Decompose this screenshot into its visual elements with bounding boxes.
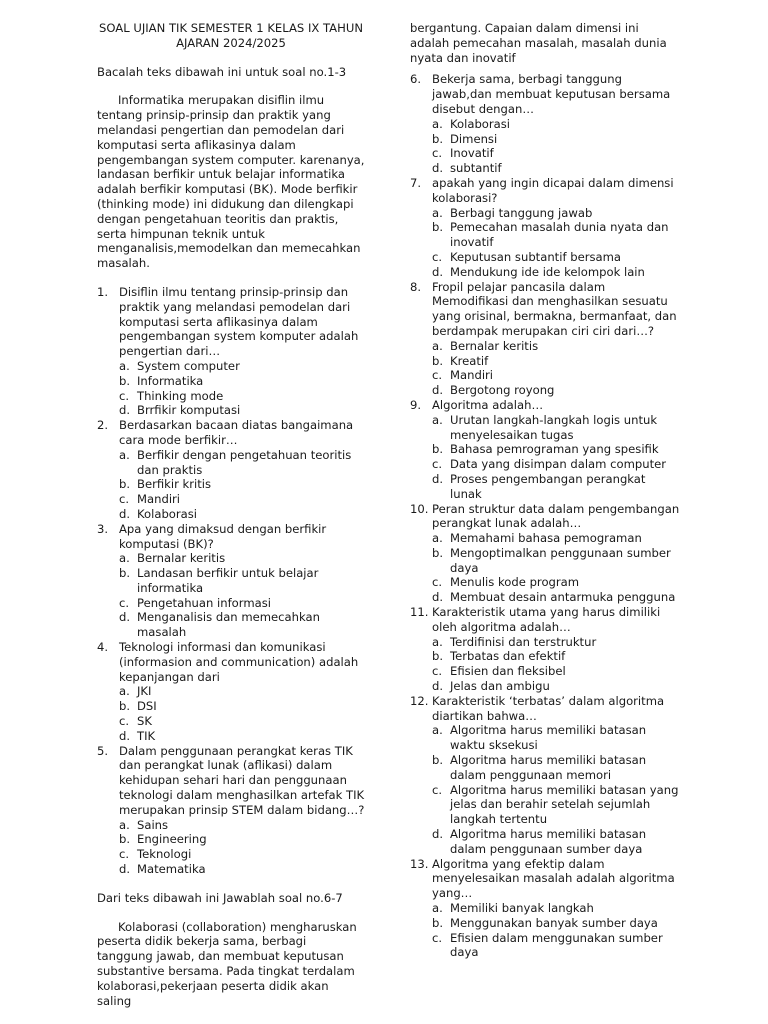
option-letter: c.: [119, 388, 130, 403]
question-number: 6.: [410, 72, 422, 87]
option-letter: c.: [119, 595, 130, 610]
option-text: Keputusan subtantif bersama: [450, 249, 622, 264]
answer-option: [432, 368, 680, 383]
option-letter: b.: [432, 915, 444, 930]
option-letter: d.: [432, 264, 444, 279]
option-letter: c.: [432, 249, 443, 264]
answer-option: [119, 492, 365, 507]
question-number: 5.: [97, 743, 109, 758]
answer-option: [432, 901, 680, 916]
question-text: Dalam penggunaan perangkat keras TIK dan perangkat lunak (aflikasi) dalam kehidupan sehari hari dan penggunaan teknologi dalam menghasilkan artefak TIK merupakan prinsip STEM dalam bidang…?: [119, 743, 365, 817]
question-text: Disiflin ilmu tentang prinsip-prinsip dan praktik yang melandasi pemodelan dari komputasi serta aflikasinya dalam pengembangan system komputer adalah pengertian dari…: [119, 284, 359, 359]
answer-option: [432, 206, 680, 221]
question-number: 10.: [410, 501, 429, 516]
question-number: 11.: [410, 605, 429, 620]
question-list-left: [97, 285, 365, 877]
option-text: Algoritma harus memiliki batasan waktu sksekusi: [450, 723, 647, 753]
option-text: JKI: [137, 684, 152, 699]
question-number: 7.: [410, 175, 422, 190]
question-text: Bekerja sama, berbagi tanggung jawab,dan membuat keputusan bersama disebut dengan…: [432, 72, 671, 116]
question-number: 1.: [97, 284, 109, 299]
option-letter: c.: [432, 782, 443, 797]
option-letter: a.: [119, 551, 130, 566]
question-number: 12.: [410, 693, 429, 708]
answer-option: [432, 161, 680, 176]
answer-option: [119, 699, 365, 714]
option-letter: b.: [432, 131, 444, 146]
answer-option: [119, 403, 365, 418]
option-text: Dimensi: [450, 131, 498, 146]
question-number: 13.: [410, 856, 429, 871]
left-column: [97, 0, 365, 1008]
option-letter: d.: [119, 862, 131, 877]
reading-passage-2: [97, 920, 365, 1009]
option-letter: a.: [432, 205, 443, 220]
answer-option: [119, 684, 365, 699]
option-text: System computer: [137, 358, 240, 373]
question-item: [97, 640, 365, 744]
answer-option: [432, 664, 680, 679]
question-number: 2.: [97, 418, 109, 433]
option-text: Engineering: [137, 832, 207, 847]
option-letter: c.: [432, 664, 443, 679]
option-letter: d.: [119, 610, 131, 625]
option-text: Teknologi: [137, 847, 192, 862]
option-text: Kreatif: [450, 353, 489, 368]
passage-1-text: Informatika merupakan disiflin ilmu tentang prinsip-prinsip dan praktik yang melandasi pengertian dan pemodelan dari komputasi serta aflikasinya dalam pengembangan system computer. karenanya, landasan berfikir untuk belajar informatika adalah berfikir komputasi (BK). Mode berfikir (thinking mode) ini didukung dan dilengkapi dengan pengetahuan teoritis dan praktis, serta himpunan teknik untuk menganalisis,memodelkan dan memecahkan masalah.: [97, 93, 365, 271]
option-letter: d.: [432, 827, 444, 842]
option-letter: d.: [432, 471, 444, 486]
option-text: Kolaborasi: [137, 506, 198, 521]
question-text: apakah yang ingin dicapai dalam dimensi kolaborasi?: [432, 175, 674, 205]
option-letter: b.: [119, 373, 131, 388]
question-body: [432, 72, 680, 176]
option-letter: a.: [432, 412, 443, 427]
question-item: [410, 502, 680, 606]
question-text: Algoritma adalah…: [432, 397, 544, 412]
option-letter: a.: [432, 531, 443, 546]
option-letter: d.: [119, 506, 131, 521]
option-text: Mandiri: [137, 492, 181, 507]
question-body: [119, 285, 365, 418]
option-text: Bernalar keritis: [137, 551, 226, 566]
answer-option: [119, 359, 365, 374]
answer-option: [119, 477, 365, 492]
instruction-1: Bacalah teks dibawah ini untuk soal no.1-3: [97, 64, 347, 79]
instruction-2: Dari teks dibawah ini Jawablah soal no.6-7: [97, 890, 343, 905]
question-item: [410, 605, 680, 694]
option-letter: b.: [432, 753, 444, 768]
question-text: Berdasarkan bacaan diatas bangaimana cara mode berfikir…: [119, 418, 354, 447]
option-text: TIK: [137, 728, 156, 743]
answer-option: [432, 931, 680, 961]
option-letter: d.: [119, 728, 131, 743]
option-text: Kolaborasi: [450, 116, 511, 131]
answer-option: [119, 610, 365, 640]
option-text: Berbagi tanggung jawab: [450, 205, 593, 220]
question-text: Peran struktur data dalam pengembangan perangkat lunak adalah…: [432, 501, 680, 531]
option-text: Inovatif: [450, 146, 494, 161]
option-letter: b.: [432, 353, 444, 368]
question-body: [119, 640, 365, 744]
answer-option: [119, 374, 365, 389]
question-item: [410, 280, 680, 398]
option-letter: c.: [432, 575, 443, 590]
option-text: Bahasa pemrograman yang spesifik: [450, 442, 659, 457]
answer-option: [432, 827, 680, 857]
answer-option: [432, 635, 680, 650]
question-text: Teknologi informasi dan komunikasi (informasion and communication) adalah kepanjangan dari: [119, 640, 359, 684]
question-number: 4.: [97, 640, 109, 655]
answer-option: [432, 783, 680, 827]
answer-option: [119, 596, 365, 611]
option-text: Efisien dan fleksibel: [450, 664, 566, 679]
passage-2-continuation: bergantung. Capaian dalam dimensi ini adalah pemecahan masalah, masalah dunia nyata dan inovatif: [410, 21, 667, 65]
option-letter: d.: [432, 161, 444, 176]
option-text: SK: [137, 714, 152, 729]
answer-option: [432, 442, 680, 457]
option-text: Pengetahuan informasi: [137, 595, 272, 610]
option-letter: d.: [432, 679, 444, 694]
question-body: [119, 744, 365, 877]
option-text: Data yang disimpan dalam computer: [450, 457, 667, 472]
answer-option: [432, 383, 680, 398]
option-text: Mendukung ide ide kelompok lain: [450, 264, 645, 279]
option-text: Proses pengembangan perangkat lunak: [450, 471, 646, 501]
question-number: 3.: [97, 521, 109, 536]
option-letter: b.: [432, 220, 444, 235]
option-letter: c.: [119, 847, 130, 862]
answer-option: [432, 590, 680, 605]
answer-option: [432, 265, 680, 280]
question-body: [432, 857, 680, 961]
question-item: [97, 418, 365, 522]
option-text: Mandiri: [450, 368, 494, 383]
option-text: Memahami bahasa pemograman: [450, 531, 642, 546]
option-text: Informatika: [137, 373, 204, 388]
question-body: [432, 502, 680, 606]
answer-option: [432, 679, 680, 694]
answer-option: [432, 132, 680, 147]
answer-option: [119, 714, 365, 729]
option-text: Landasan berfikir untuk belajar informatika: [137, 566, 319, 595]
option-text: Bernalar keritis: [450, 338, 539, 353]
option-letter: b.: [119, 699, 131, 714]
option-letter: c.: [119, 492, 130, 507]
question-body: [119, 522, 365, 640]
option-letter: a.: [432, 901, 443, 916]
page-title: SOAL UJIAN TIK SEMESTER 1 KELAS IX TAHUN AJARAN 2024/2025: [98, 21, 363, 50]
option-letter: c.: [432, 368, 443, 383]
option-text: subtantif: [450, 161, 502, 176]
question-text: Algoritma yang efektip dalam menyelesaikan masalah adalah algoritma yang…: [432, 856, 675, 901]
answer-option: [432, 723, 680, 753]
option-letter: b.: [432, 545, 444, 560]
option-letter: d.: [119, 403, 131, 418]
option-text: Algoritma harus memiliki batasan dalam penggunaan memori: [450, 753, 647, 782]
question-body: [432, 694, 680, 857]
option-letter: d.: [432, 383, 444, 398]
question-body: [432, 398, 680, 502]
answer-option: [432, 339, 680, 354]
question-item: [410, 398, 680, 502]
option-letter: b.: [432, 649, 444, 664]
option-text: Algoritma harus memiliki batasan dalam penggunaan sumber daya: [450, 827, 647, 856]
question-text: Fropil pelajar pancasila dalam Memodifikasi dan menghasilkan sesuatu yang orisinal, bermakna, bermanfaat, dan berdampak merupakan ciri ciri dari…?: [432, 279, 677, 338]
option-letter: b.: [119, 477, 131, 492]
option-text: Menggunakan banyak sumber daya: [450, 915, 658, 930]
answer-option: [432, 753, 680, 783]
answer-option: [432, 575, 680, 590]
question-number: 9.: [410, 397, 422, 412]
question-item: [410, 72, 680, 176]
option-text: Berfikir dengan pengetahuan teoritis dan praktis: [137, 447, 352, 477]
question-list-right: [410, 72, 680, 960]
answer-option: [119, 832, 365, 847]
option-text: Algoritma harus memiliki batasan yang jelas dan berahir setelah sejumlah langkah tertentu: [450, 782, 679, 827]
question-item: [410, 694, 680, 857]
option-text: Bergotong royong: [450, 383, 555, 398]
option-text: Efisien dalam menggunakan sumber daya: [450, 930, 663, 960]
option-letter: b.: [432, 442, 444, 457]
option-text: Terdifinisi dan terstruktur: [450, 634, 597, 649]
option-letter: a.: [119, 358, 130, 373]
answer-option: [432, 146, 680, 161]
option-text: Memiliki banyak langkah: [450, 901, 594, 916]
option-text: Berfikir kritis: [137, 477, 212, 492]
question-item: [97, 522, 365, 640]
right-column: [410, 0, 680, 960]
option-letter: b.: [119, 832, 131, 847]
option-letter: a.: [432, 338, 443, 353]
option-text: Sains: [137, 817, 169, 832]
option-letter: a.: [432, 116, 443, 131]
option-text: DSI: [137, 699, 157, 714]
question-number: 8.: [410, 279, 422, 294]
answer-option: [432, 354, 680, 369]
answer-option: [432, 649, 680, 664]
question-item: [97, 744, 365, 877]
answer-option: [119, 389, 365, 404]
option-letter: c.: [432, 930, 443, 945]
option-letter: a.: [119, 684, 130, 699]
answer-option: [119, 818, 365, 833]
question-body: [432, 605, 680, 694]
option-letter: c.: [432, 457, 443, 472]
option-letter: d.: [432, 590, 444, 605]
option-text: Mengoptimalkan penggunaan sumber daya: [450, 545, 671, 575]
option-letter: a.: [432, 723, 443, 738]
reading-passage-1: [97, 93, 365, 271]
option-letter: c.: [432, 146, 443, 161]
answer-option: [432, 546, 680, 576]
option-text: Thinking mode: [137, 388, 224, 403]
answer-option: [432, 220, 680, 250]
option-text: Brrfikir komputasi: [137, 403, 241, 418]
answer-option: [119, 729, 365, 744]
option-text: Jelas dan ambigu: [450, 679, 550, 694]
answer-option: [432, 413, 680, 443]
option-text: Matematika: [137, 862, 206, 877]
answer-option: [119, 847, 365, 862]
question-item: [97, 285, 365, 418]
question-text: Apa yang dimaksud dengan berfikir komputasi (BK)?: [119, 521, 327, 551]
option-letter: a.: [119, 817, 130, 832]
option-letter: a.: [432, 634, 443, 649]
question-item: [410, 857, 680, 961]
question-item: [410, 176, 680, 280]
passage-2-text: Kolaborasi (collaboration) mengharuskan peserta didik bekerja sama, berbagi tanggung jawab, dan membuat keputusan substantive bersama. Pada tingkat terdalam kolaborasi,pekerjaan peserta didik akan saling: [97, 919, 357, 1008]
option-text: Membuat desain antarmuka pengguna: [450, 590, 676, 605]
question-body: [119, 418, 365, 522]
answer-option: [119, 862, 365, 877]
answer-option: [432, 457, 680, 472]
option-letter: b.: [119, 566, 131, 581]
option-text: Pemecahan masalah dunia nyata dan inovatif: [450, 220, 669, 250]
option-letter: c.: [119, 714, 130, 729]
answer-option: [432, 117, 680, 132]
answer-option: [432, 472, 680, 502]
option-letter: a.: [119, 447, 130, 462]
answer-option: [119, 448, 365, 478]
answer-option: [119, 551, 365, 566]
question-text: Karakteristik ‘terbatas’ dalam algoritma diartikan bahwa…: [432, 693, 665, 723]
answer-option: [432, 916, 680, 931]
answer-option: [119, 507, 365, 522]
answer-option: [119, 566, 365, 596]
question-body: [432, 176, 680, 280]
option-text: Urutan langkah-langkah logis untuk menyelesaikan tugas: [450, 412, 658, 442]
question-text: Karakteristik utama yang harus dimiliki oleh algoritma adalah…: [432, 605, 661, 634]
option-text: Terbatas dan efektif: [450, 649, 566, 664]
question-body: [432, 280, 680, 398]
answer-option: [432, 250, 680, 265]
option-text: Menganalisis dan memecahkan masalah: [137, 610, 320, 640]
option-text: Menulis kode program: [450, 575, 580, 590]
answer-option: [432, 531, 680, 546]
